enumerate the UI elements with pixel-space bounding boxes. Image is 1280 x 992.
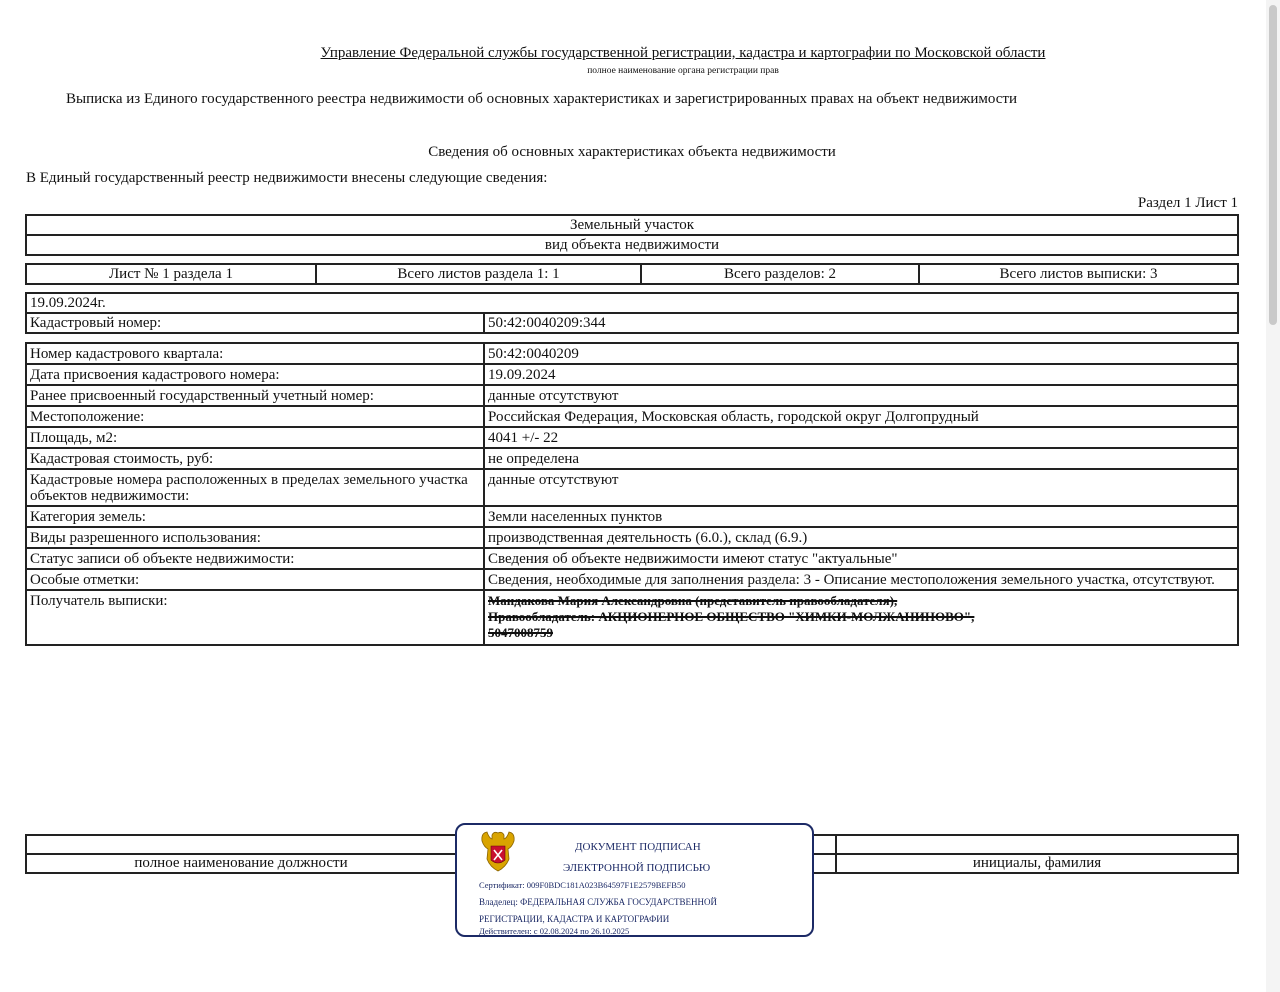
scrollbar-thumb[interactable] (1269, 5, 1277, 325)
cadastral-number-label: Кадастровый номер: (26, 313, 484, 333)
row-value: 19.09.2024 (484, 364, 1238, 385)
section-heading: Сведения об основных характеристиках объекта недвижимости (428, 144, 836, 160)
authority-caption: полное наименование органа регистрации прав (587, 66, 779, 76)
row-label: Площадь, м2: (26, 427, 484, 448)
row-value: Земли населенных пунктов (484, 506, 1238, 527)
row-label: Номер кадастрового квартала: (26, 343, 484, 364)
stamp-validity: Действителен: с 02.08.2024 по 26.10.2025 (479, 926, 630, 936)
sections-total: Всего разделов: 2 (641, 264, 919, 284)
row-value: Российская Федерация, Московская область, городской округ Долгопрудный (484, 406, 1238, 427)
table-row (26, 548, 1238, 569)
row-label: Местоположение: (26, 406, 484, 427)
row-value: 50:42:0040209 (484, 343, 1238, 364)
object-type-caption: вид объекта недвижимости (26, 235, 1238, 255)
characteristics-table (25, 342, 1239, 646)
row-label: Статус записи об объекте недвижимости: (26, 548, 484, 569)
row-label: Категория земель: (26, 506, 484, 527)
row-label: Ранее присвоенный государственный учетный номер: (26, 385, 484, 406)
extract-sheets-total: Всего листов выписки: 3 (919, 264, 1238, 284)
row-value: не определена (484, 448, 1238, 469)
row-label: Дата присвоения кадастрового номера: (26, 364, 484, 385)
stamp-certificate: Сертификат: 009F0BDC181A023B64597F1E2579BEFB50 (479, 880, 686, 890)
table-row (26, 427, 1238, 448)
position-caption: полное наименование должности (26, 854, 456, 873)
extract-date: 19.09.2024г. (26, 293, 1238, 313)
recipient-line: 5047008759 (488, 625, 553, 640)
row-value: Сведения об объекте недвижимости имеют статус "актуальные" (484, 548, 1238, 569)
row-value: Сведения, необходимые для заполнения раздела: 3 - Описание местоположения земельного участка, отсутствуют. (484, 569, 1238, 590)
sheets-table (25, 263, 1239, 285)
row-value: данные отсутствуют (484, 385, 1238, 406)
cadastral-number-value: 50:42:0040209:344 (484, 313, 1238, 333)
row-value: производственная деятельность (6.0.), склад (6.9.) (484, 527, 1238, 548)
row-value: данные отсутствуют (484, 469, 1238, 506)
stamp-title: ДОКУМЕНТ ПОДПИСАН (575, 841, 701, 853)
table-row (26, 469, 1238, 506)
section-sheets-total: Всего листов раздела 1: 1 (316, 264, 641, 284)
table-row (26, 385, 1238, 406)
scrollbar[interactable] (1266, 0, 1280, 992)
name-caption: инициалы, фамилия (836, 854, 1238, 873)
table-row (26, 569, 1238, 590)
row-label: Кадастровые номера расположенных в пределах земельного участка объектов недвижимости: (26, 469, 484, 506)
table-row (26, 406, 1238, 427)
row-label: Особые отметки: (26, 569, 484, 590)
date-cadastral-table (25, 292, 1239, 334)
row-label: Виды разрешенного использования: (26, 527, 484, 548)
table-row (26, 590, 1238, 645)
object-type-table (25, 214, 1239, 256)
stamp-owner: Владелец: ФЕДЕРАЛЬНАЯ СЛУЖБА ГОСУДАРСТВЕННОЙ (479, 897, 718, 907)
row-value: 4041 +/- 22 (484, 427, 1238, 448)
section-sheet-label: Раздел 1 Лист 1 (1137, 195, 1238, 211)
stamp-subtitle: ЭЛЕКТРОННОЙ ПОДПИСЬЮ (563, 862, 711, 874)
table-row (26, 506, 1238, 527)
table-row (26, 448, 1238, 469)
table-row (26, 364, 1238, 385)
recipient-value (484, 590, 1238, 645)
table-row (26, 527, 1238, 548)
object-type: Земельный участок (26, 215, 1238, 235)
extract-title: Выписка из Единого государственного реестра недвижимости об основных характеристиках и зарегистрированных правах на объект недвижимости (66, 91, 1018, 107)
recipient-line: Мандакова Мария Александровна (представитель правообладателя), (488, 593, 898, 608)
stamp-owner: РЕГИСТРАЦИИ, КАДАСТРА И КАРТОГРАФИИ (479, 914, 670, 924)
signature-stamp (455, 823, 814, 937)
row-label: Кадастровая стоимость, руб: (26, 448, 484, 469)
recipient-label: Получатель выписки: (26, 590, 484, 645)
intro-text: В Единый государственный реестр недвижимости внесены следующие сведения: (26, 170, 548, 186)
eagle-emblem-icon (479, 829, 517, 873)
authority-name: Управление Федеральной службы государственной регистрации, кадастра и картографии по Московской области (320, 45, 1046, 61)
sheet-number: Лист № 1 раздела 1 (26, 264, 316, 284)
recipient-line: Правообладатель: АКЦИОНЕРНОЕ ОБЩЕСТВО "ХИМКИ-МОЛЖАНИНОВО", (488, 609, 975, 624)
table-row (26, 343, 1238, 364)
